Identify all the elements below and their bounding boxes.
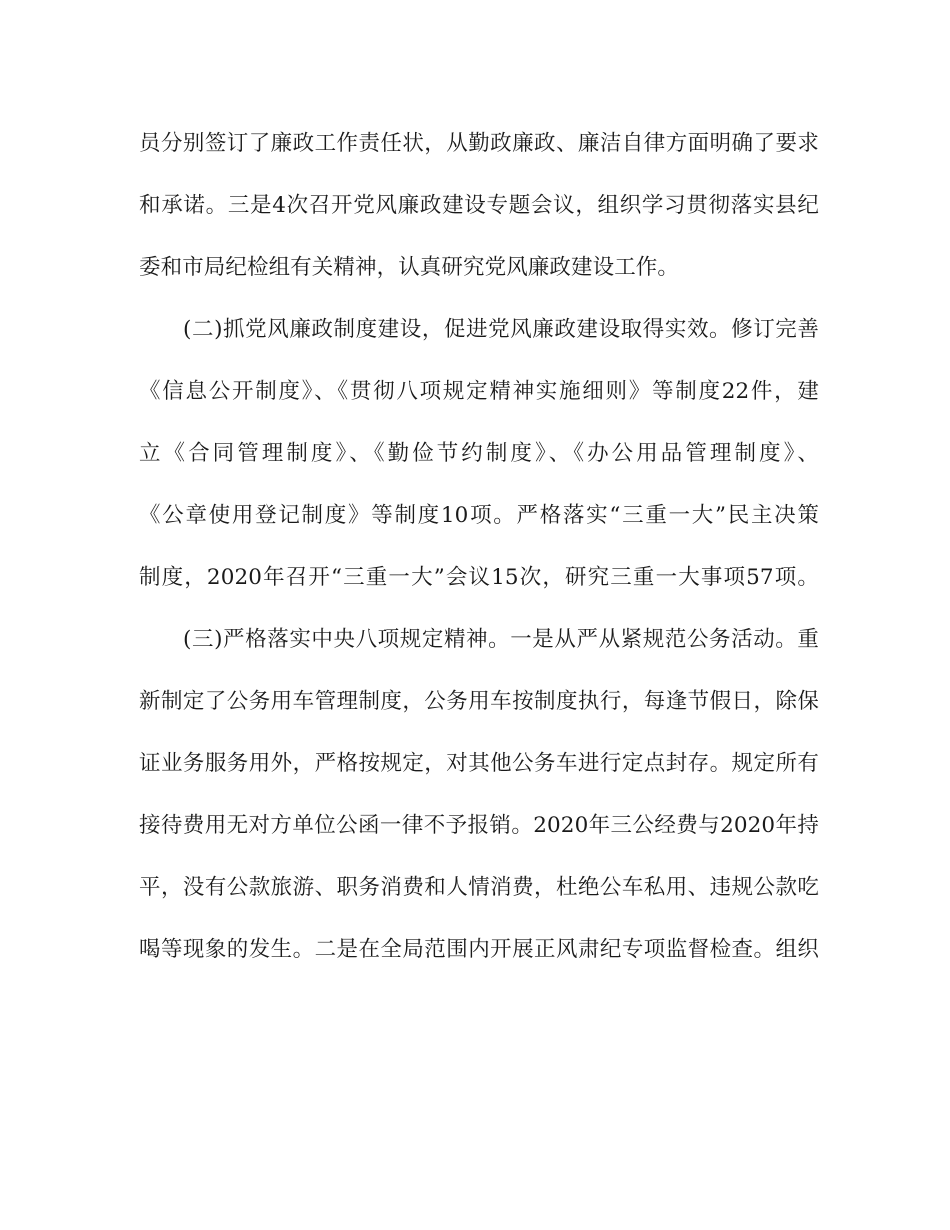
- text-line: 员分别签订了廉政工作责任状，从勤政廉政、廉洁自律方面明确了要求: [139, 131, 819, 156]
- text-line: (三)严格落实中央八项规定精神。一是从严从紧规范公务活动。重: [183, 627, 819, 652]
- text-line: 立《合同管理制度》、《勤俭节约制度》、《办公用品管理制度》、: [139, 441, 819, 466]
- text-line: 接待费用无对方单位公函一律不予报销。2020年三公经费与2020年持: [139, 813, 819, 838]
- text-line: 和承诺。三是4次召开党风廉政建设专题会议，组织学习贯彻落实县纪: [139, 193, 819, 218]
- text-line: 《公章使用登记制度》等制度10项。严格落实“三重一大”民主决策: [139, 503, 819, 528]
- text-line: 《信息公开制度》、《贯彻八项规定精神实施细则》等制度22件，建: [139, 379, 819, 404]
- text-line: 证业务服务用外，严格按规定，对其他公务车进行定点封存。规定所有: [139, 751, 819, 776]
- text-line: 平，没有公款旅游、职务消费和人情消费，杜绝公车私用、违规公款吃: [139, 875, 819, 900]
- text-line: 喝等现象的发生。二是在全局范围内开展正风肃纪专项监督检查。组织: [139, 937, 819, 962]
- text-line: (二)抓党风廉政制度建设，促进党风廉政建设取得实效。修订完善: [183, 317, 819, 342]
- document-body-text: [139, 124, 819, 992]
- text-line: 委和市局纪检组有关精神，认真研究党风廉政建设工作。: [139, 255, 680, 280]
- text-line: 制度，2020年召开“三重一大”会议15次，研究三重一大事项57项。: [139, 565, 819, 590]
- text-line: 新制定了公务用车管理制度，公务用车按制度执行，每逢节假日，除保: [139, 689, 819, 714]
